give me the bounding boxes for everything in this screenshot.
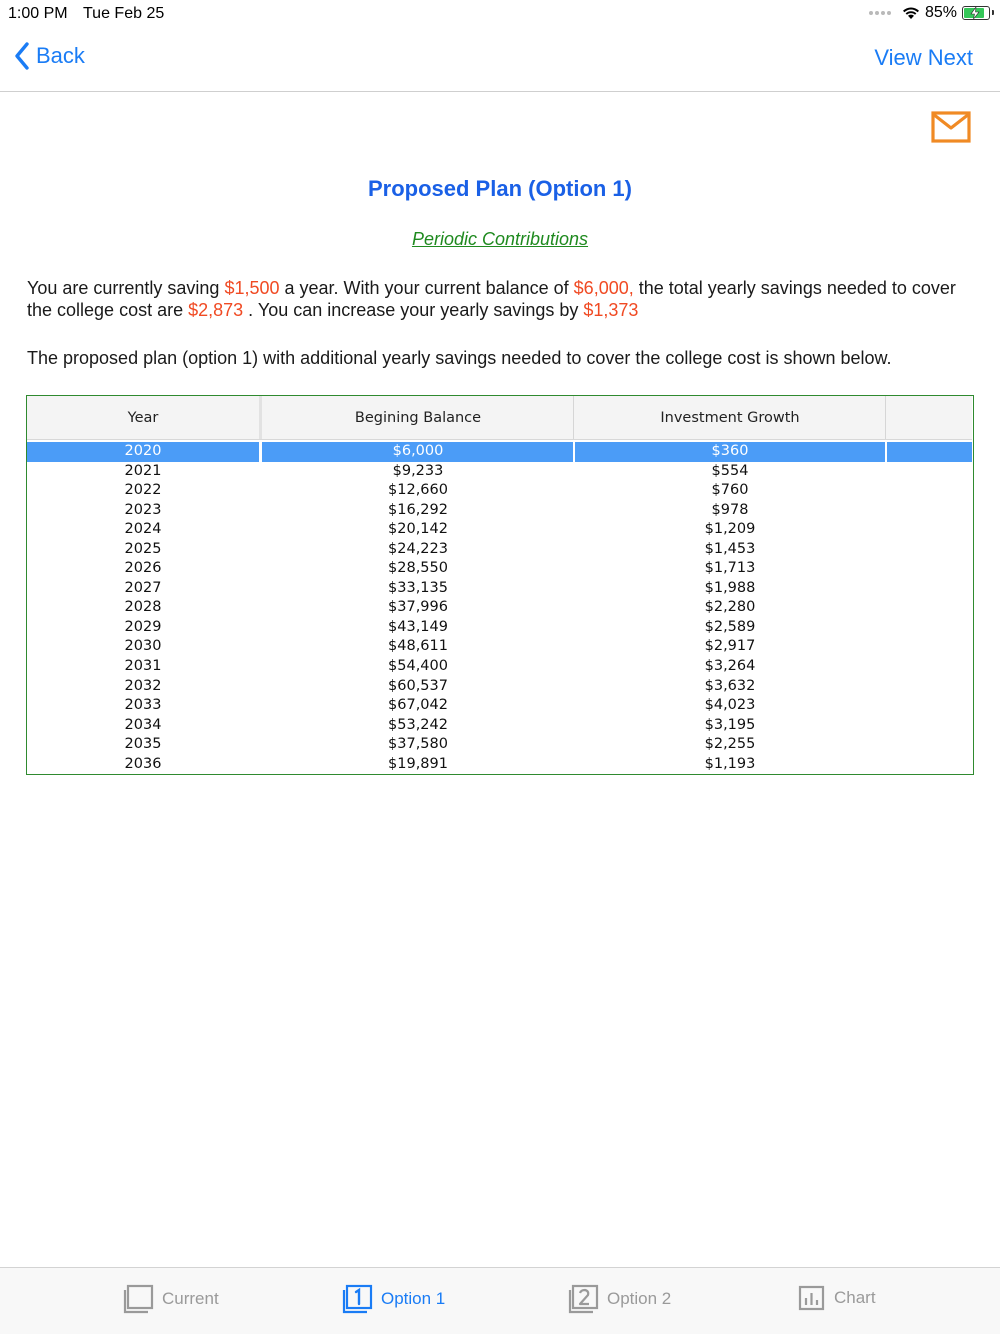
cell-year: 2025 bbox=[124, 540, 162, 557]
cell-investment-growth: $3,264 bbox=[704, 658, 756, 675]
table-row[interactable] bbox=[27, 637, 972, 657]
savings-summary: You are currently saving $1,500 a year. With your current balance of $6,000, the total yearly savings needed to cover the college cost are $2,873 . You can increase your yearly savings by $1,373 bbox=[27, 278, 956, 320]
cell-beginning-balance: $37,996 bbox=[388, 599, 448, 616]
table-row[interactable] bbox=[27, 598, 972, 618]
status-time: 1:00 PM bbox=[8, 5, 68, 22]
cell-beginning-balance: $20,142 bbox=[388, 521, 448, 538]
table-row[interactable] bbox=[27, 618, 972, 638]
cell-investment-growth: $360 bbox=[711, 443, 749, 459]
table-row[interactable] bbox=[27, 501, 972, 521]
cell-investment-growth: $1,193 bbox=[704, 755, 756, 772]
cell-year: 2028 bbox=[124, 599, 162, 616]
cell-year: 2020 bbox=[124, 443, 162, 459]
wifi-icon bbox=[902, 6, 920, 20]
cell-beginning-balance: $43,149 bbox=[388, 618, 448, 635]
cell-year: 2027 bbox=[124, 579, 162, 596]
square-icon bbox=[122, 1284, 154, 1314]
cell-beginning-balance: $67,042 bbox=[388, 697, 448, 714]
tab-option-2[interactable] bbox=[567, 1284, 671, 1314]
cell-beginning-balance: $33,135 bbox=[388, 579, 448, 596]
cell-investment-growth: $1,988 bbox=[704, 579, 756, 596]
periodic-contributions-link[interactable]: Periodic Contributions bbox=[411, 229, 589, 249]
header-investment-growth[interactable]: Investment Growth bbox=[660, 410, 800, 426]
cell-beginning-balance: $53,242 bbox=[388, 716, 448, 733]
cell-investment-growth: $4,023 bbox=[704, 697, 756, 714]
cell-year: 2032 bbox=[124, 677, 162, 694]
back-button[interactable] bbox=[14, 42, 85, 70]
cell-beginning-balance: $16,292 bbox=[388, 501, 448, 518]
tab-chart-label: Chart bbox=[834, 1288, 876, 1307]
tab-option-1-label: Option 1 bbox=[381, 1289, 446, 1308]
cell-year: 2024 bbox=[124, 521, 162, 538]
cell-year: 2036 bbox=[124, 755, 162, 772]
table-row[interactable] bbox=[27, 481, 972, 501]
mail-icon[interactable] bbox=[931, 111, 971, 143]
cell-beginning-balance: $60,537 bbox=[388, 677, 448, 694]
table-header bbox=[27, 396, 972, 440]
status-indicators bbox=[869, 4, 990, 22]
increase-value: $1,373 bbox=[583, 300, 639, 320]
tab-option-1[interactable] bbox=[341, 1284, 445, 1314]
cell-investment-growth: $760 bbox=[711, 482, 749, 499]
back-label: Back bbox=[36, 43, 85, 68]
cell-investment-growth: $1,453 bbox=[704, 540, 756, 557]
needed-savings-value: $2,873 bbox=[188, 300, 244, 320]
cell-investment-growth: $1,209 bbox=[704, 521, 756, 538]
cell-year: 2029 bbox=[124, 618, 162, 635]
current-balance-value: $6,000, bbox=[573, 278, 634, 298]
cell-year: 2034 bbox=[124, 716, 162, 733]
cell-beginning-balance: $9,233 bbox=[392, 462, 444, 479]
view-next-button[interactable]: View Next bbox=[874, 45, 973, 70]
table-row[interactable] bbox=[27, 442, 972, 462]
battery-percent: 85% bbox=[924, 4, 957, 21]
bar-chart-icon bbox=[798, 1284, 826, 1312]
plan-note: The proposed plan (option 1) with additional yearly savings needed to cover the college cost is shown below. bbox=[27, 348, 892, 368]
nav-bar bbox=[0, 28, 1000, 92]
cell-beginning-balance: $37,580 bbox=[388, 736, 448, 753]
cell-beginning-balance: $48,611 bbox=[388, 638, 448, 655]
cell-beginning-balance: $6,000 bbox=[392, 443, 444, 459]
table-row[interactable] bbox=[27, 540, 972, 560]
chevron-left-icon bbox=[14, 42, 30, 70]
cell-beginning-balance: $12,660 bbox=[388, 482, 448, 499]
tab-option-2-label: Option 2 bbox=[607, 1289, 672, 1308]
cell-investment-growth: $978 bbox=[711, 501, 749, 518]
cell-beginning-balance: $54,400 bbox=[388, 658, 448, 675]
cell-investment-growth: $3,195 bbox=[704, 716, 756, 733]
table-row[interactable] bbox=[27, 716, 972, 736]
cell-year: 2035 bbox=[124, 736, 162, 753]
header-beginning-balance[interactable]: Begining Balance bbox=[354, 410, 482, 426]
cell-investment-growth: $2,255 bbox=[704, 736, 756, 753]
plan-table bbox=[26, 395, 974, 775]
cell-year: 2031 bbox=[124, 658, 162, 675]
cell-year: 2023 bbox=[124, 501, 162, 518]
cell-investment-growth: $1,713 bbox=[704, 560, 756, 577]
cell-year: 2030 bbox=[124, 638, 162, 655]
signal-dots-icon bbox=[869, 11, 891, 15]
cell-year: 2026 bbox=[124, 560, 162, 577]
table-row[interactable] bbox=[27, 735, 972, 755]
status-date: Tue Feb 25 bbox=[83, 5, 165, 22]
table-row[interactable] bbox=[27, 696, 972, 716]
tab-current-label: Current bbox=[162, 1289, 219, 1308]
table-row[interactable] bbox=[27, 677, 972, 697]
table-row[interactable] bbox=[27, 657, 972, 677]
cell-beginning-balance: $19,891 bbox=[388, 755, 448, 772]
cell-investment-growth: $2,280 bbox=[704, 599, 756, 616]
status-bar bbox=[0, 0, 1000, 28]
table-row[interactable] bbox=[27, 520, 972, 540]
cell-beginning-balance: $28,550 bbox=[388, 560, 448, 577]
cell-year: 2022 bbox=[124, 482, 162, 499]
cell-year: 2021 bbox=[124, 462, 162, 479]
number-1-icon bbox=[341, 1284, 373, 1314]
header-year[interactable]: Year bbox=[127, 410, 159, 426]
table-row[interactable] bbox=[27, 462, 972, 482]
section-link-wrap bbox=[0, 229, 1000, 250]
cell-investment-growth: $2,917 bbox=[704, 638, 756, 655]
number-2-icon bbox=[567, 1284, 599, 1314]
table-row[interactable] bbox=[27, 579, 972, 599]
table-row[interactable] bbox=[27, 755, 972, 775]
page-title: Proposed Plan (Option 1) bbox=[367, 176, 632, 201]
tab-chart[interactable] bbox=[798, 1284, 876, 1312]
cell-investment-growth: $3,632 bbox=[704, 677, 756, 694]
cell-year: 2033 bbox=[124, 697, 162, 714]
cell-beginning-balance: $24,223 bbox=[388, 540, 448, 557]
cell-investment-growth: $554 bbox=[711, 462, 749, 479]
table-row[interactable] bbox=[27, 559, 972, 579]
table-body[interactable] bbox=[27, 442, 972, 774]
battery-level-fill bbox=[964, 8, 984, 18]
tab-current[interactable] bbox=[122, 1284, 219, 1314]
current-saving-value: $1,500 bbox=[224, 278, 280, 298]
battery-charging-icon bbox=[962, 6, 990, 20]
tab-bar bbox=[0, 1267, 1000, 1334]
cell-investment-growth: $2,589 bbox=[704, 618, 756, 635]
